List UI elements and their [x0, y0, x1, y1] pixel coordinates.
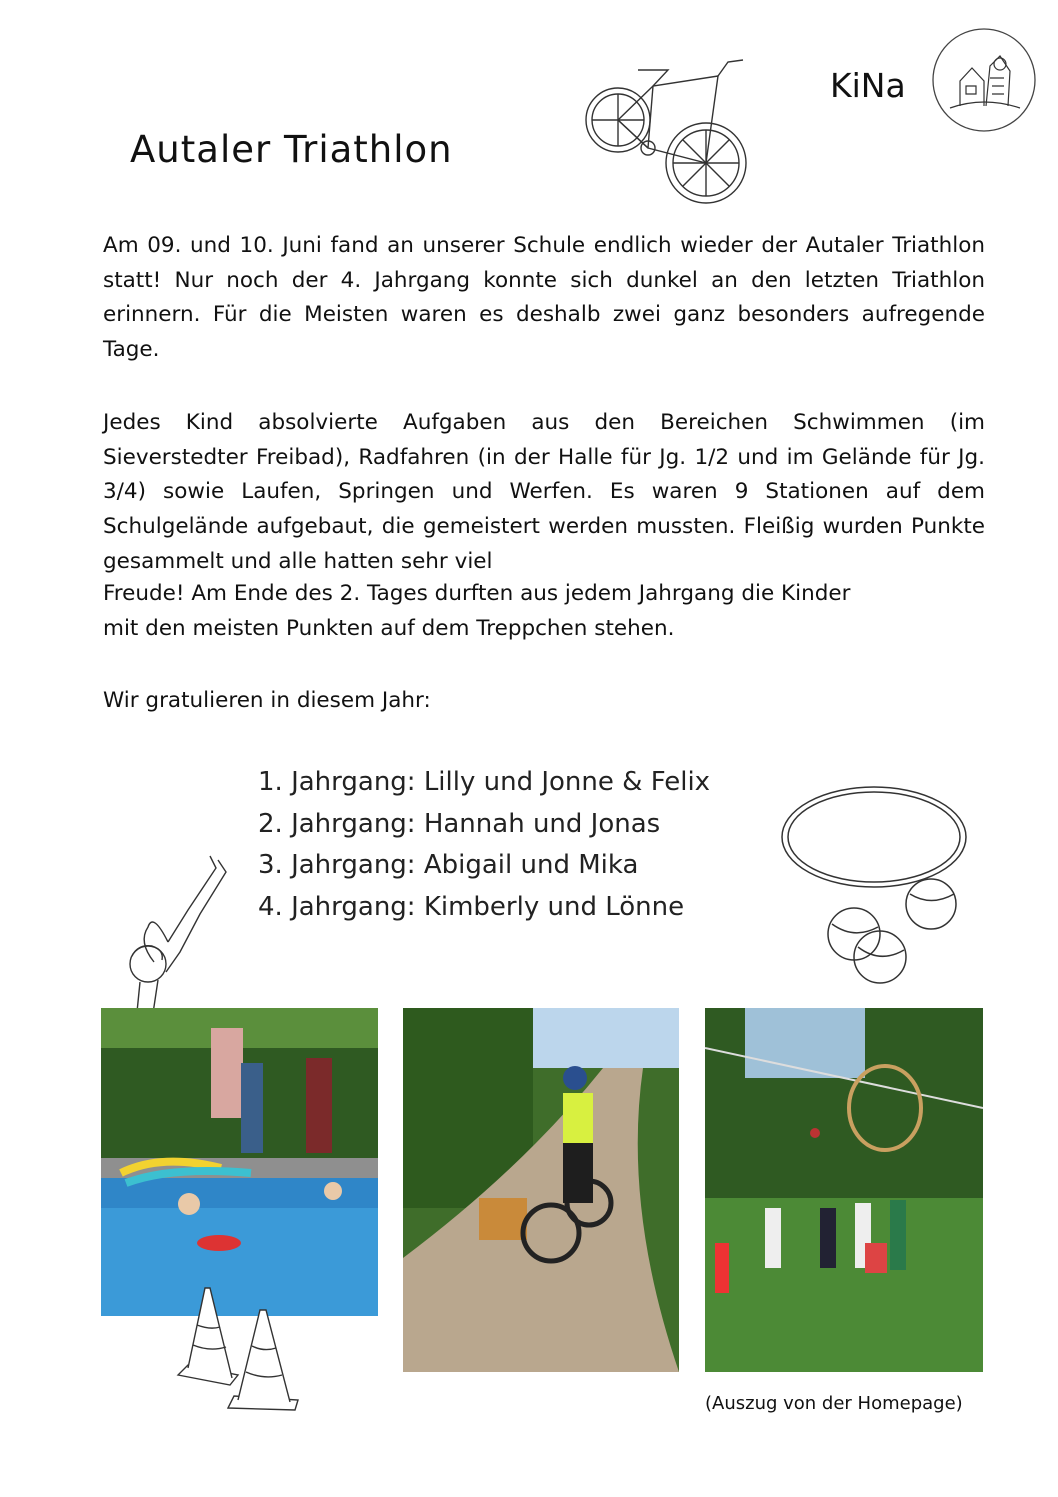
paragraph-intro: Am 09. und 10. Juni fand an unserer Schule endlich wieder der Autaler Triathlon statt! Nur noch der 4. Jahrgang konnte sich dunkel an den letzten Triathlon erinnern. Für die Meisten waren es deshalb zwei ganz besonders aufregende Tage.	[103, 233, 985, 363]
paragraph-line: Freude! Am Ende des 2. Tages durften aus jedem Jahrgang die Kinder	[103, 581, 851, 606]
bicycle-drawing-icon	[578, 48, 763, 213]
page-title: Autaler Triathlon	[130, 128, 453, 171]
congrats-text: Wir gratulieren in diesem Jahr:	[103, 688, 431, 713]
paragraph-stations: Jedes Kind absolvierte Aufgaben aus den Bereichen Schwimmen (im Sieverstedter Freibad), Radfahren (in der Halle für Jg. 1/2 und im Gelände für Jg. 3/4) sowie Laufen, Springen und Werfen. Es waren 9 Stationen auf dem Schulgelände aufgebaut, die gemeistert werden mussten. Fleißig wurden Punkte gesammelt und alle hatten sehr viel	[103, 410, 985, 574]
kina-badge: KiNa	[830, 66, 906, 105]
winners-list	[258, 762, 710, 928]
photo-cycling	[403, 1008, 679, 1372]
winner-item: 4. Jahrgang: Kimberly und Lönne	[258, 891, 685, 922]
photo-caption: (Auszug von der Homepage)	[705, 1393, 963, 1414]
winner-item: 3. Jahrgang: Abigail und Mika	[258, 850, 639, 880]
winner-item: 1. Jahrgang: Lilly und Jonne & Felix	[258, 767, 711, 797]
hoop-and-balls-drawing-icon	[778, 782, 978, 987]
traffic-cones-drawing-icon	[170, 1280, 310, 1420]
school-logo-icon	[930, 26, 1038, 134]
paragraph-line: mit den meisten Punkten auf dem Treppchen stehen.	[103, 616, 675, 641]
winner-item: 2. Jahrgang: Hannah und Jonas	[258, 808, 661, 839]
photo-swimming	[101, 1008, 378, 1316]
photo-throwing	[705, 1008, 983, 1372]
